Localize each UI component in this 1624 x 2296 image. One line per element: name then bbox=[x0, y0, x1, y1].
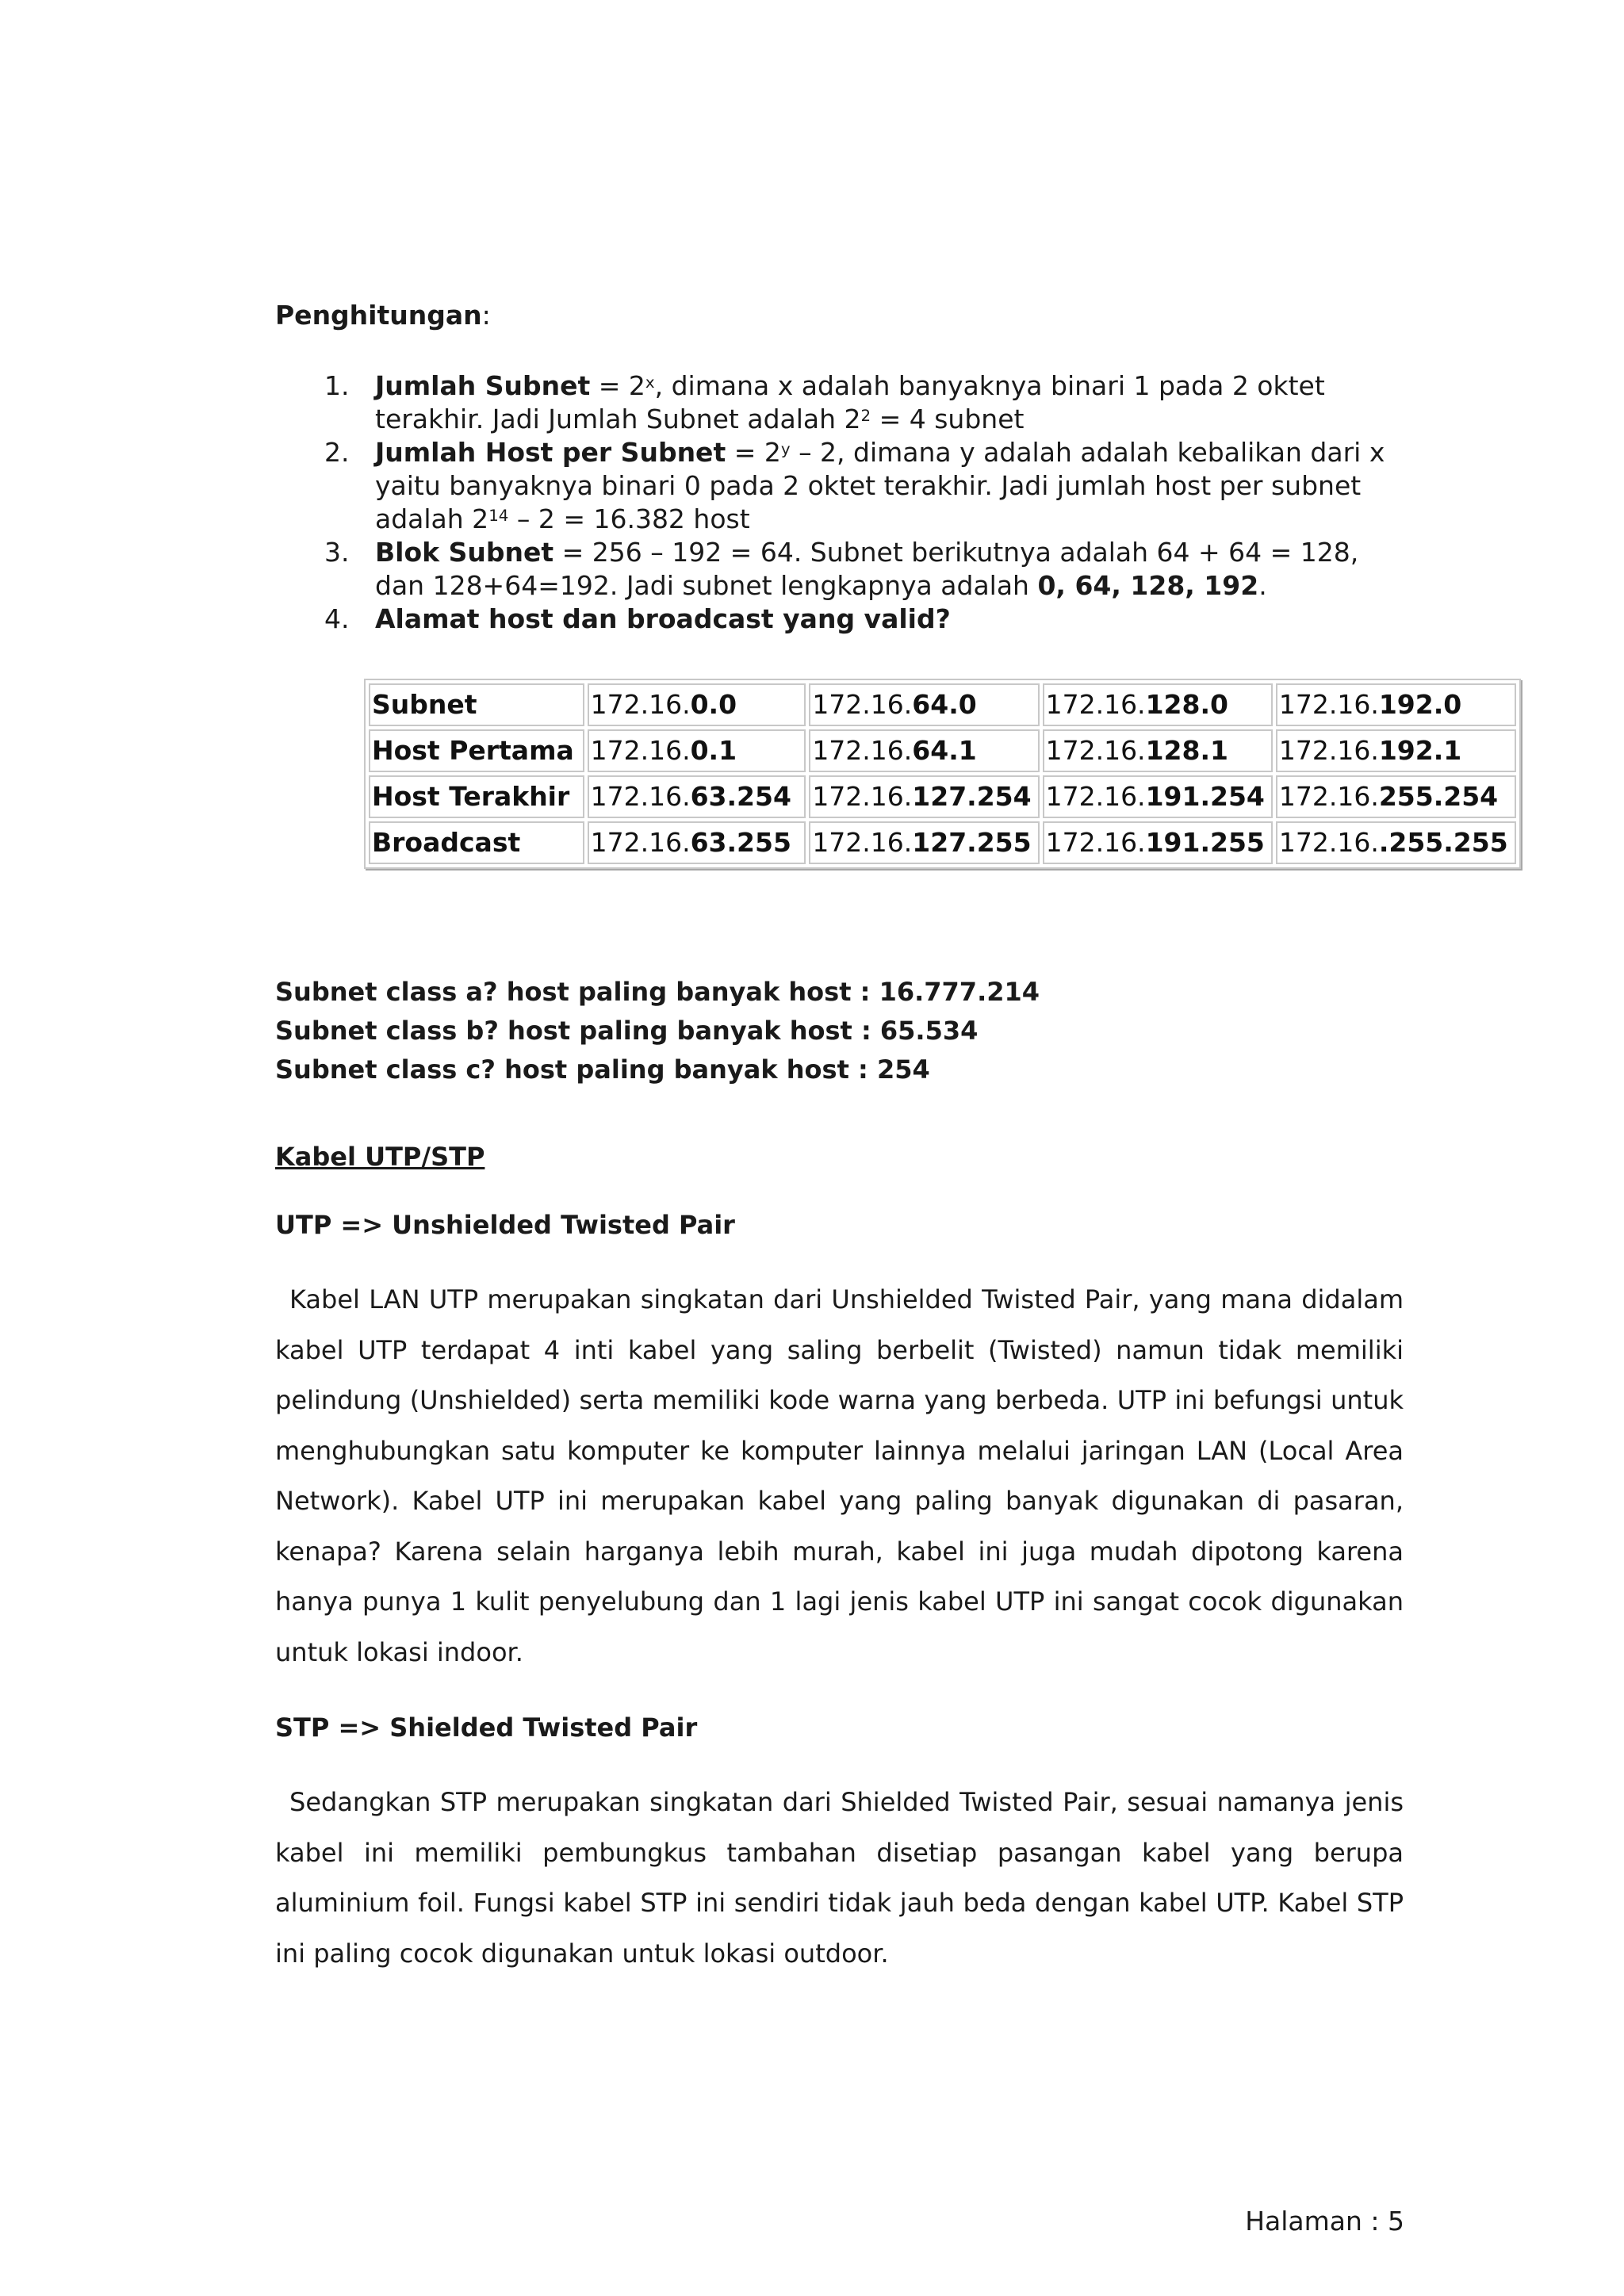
list-item bbox=[275, 436, 1385, 536]
cell-bold: 191.255 bbox=[1145, 827, 1265, 858]
row-header: Host Pertama bbox=[369, 729, 584, 772]
table-cell bbox=[588, 683, 806, 726]
cell-bold: 192.0 bbox=[1378, 689, 1462, 720]
cell-prefix: 172.16. bbox=[1278, 827, 1379, 858]
list-text: = 256 – 192 = 64. Subnet berikutnya adalah 64 + 64 = 128, dan 128+64=192. Jadi subnet lengkapnya adalah bbox=[375, 537, 1359, 601]
section-heading-penghitungan bbox=[275, 300, 491, 331]
table-cell bbox=[1276, 729, 1516, 772]
subnet-class-a-line: Subnet class a? host paling banyak host : 16.777.214 bbox=[275, 977, 1040, 1007]
utp-paragraph: Kabel LAN UTP merupakan singkatan dari Unshielded Twisted Pair, yang mana didalam kabel UTP terdapat 4 inti kabel yang saling berbelit (Twisted) namun tidak memiliki pelindung (Unshielded) serta memiliki kode warna yang berbeda. UTP ini befungsi untuk menghubungkan satu komputer ke komputer lainnya melalui jaringan LAN (Local Area Network). Kabel UTP ini merupakan kabel yang paling banyak digunakan di pasaran, kenapa? Karena selain harganya lebih murah, kabel ini juga mudah dipotong karena hanya punya 1 kulit penyelubung dan 1 lagi jenis kabel UTP ini sangat cocok digunakan untuk lokasi indoor. bbox=[275, 1284, 1404, 1667]
cell-prefix: 172.16. bbox=[1045, 781, 1146, 812]
cell-prefix: 172.16. bbox=[590, 735, 691, 766]
cell-prefix: 172.16. bbox=[1045, 735, 1146, 766]
cell-prefix: 172.16. bbox=[812, 735, 913, 766]
cell-bold: 127.254 bbox=[912, 781, 1032, 812]
cell-prefix: 172.16. bbox=[812, 827, 913, 858]
kabel-section-title: Kabel UTP/STP bbox=[275, 1142, 485, 1172]
superscript: y bbox=[780, 440, 791, 459]
cell-prefix: 172.16. bbox=[1278, 781, 1379, 812]
table-cell bbox=[1043, 683, 1273, 726]
list-text: – 2, dimana y adalah adalah kebalikan dari x yaitu banyaknya binari 0 pada 2 oktet terakhir. Jadi jumlah host per subnet adalah 2 bbox=[375, 437, 1385, 534]
cell-prefix: 172.16. bbox=[1278, 735, 1379, 766]
cell-bold: 127.255 bbox=[912, 827, 1032, 858]
table-cell bbox=[809, 775, 1039, 818]
list-text: – 2 = 16.382 host bbox=[508, 503, 750, 534]
stp-heading: STP => Shielded Twisted Pair bbox=[275, 1712, 698, 1743]
superscript: x bbox=[645, 373, 655, 392]
list-term: 0, 64, 128, 192 bbox=[1037, 570, 1259, 601]
subnet-table bbox=[364, 679, 1521, 869]
table-cell bbox=[588, 775, 806, 818]
cell-bold: 128.0 bbox=[1145, 689, 1228, 720]
list-term: Jumlah Host per Subnet bbox=[375, 437, 726, 468]
list-item bbox=[275, 369, 1385, 436]
table-cell bbox=[588, 821, 806, 864]
cell-prefix: 172.16. bbox=[1278, 689, 1379, 720]
cell-prefix: 172.16. bbox=[590, 781, 691, 812]
cell-prefix: 172.16. bbox=[590, 689, 691, 720]
cell-bold: 0.1 bbox=[690, 735, 737, 766]
calculation-list bbox=[275, 369, 1385, 636]
table-cell bbox=[1276, 821, 1516, 864]
row-header: Host Terakhir bbox=[369, 775, 584, 818]
table-row bbox=[369, 775, 1516, 818]
heading-colon: : bbox=[481, 300, 491, 331]
list-item bbox=[275, 536, 1385, 603]
cell-bold: 63.254 bbox=[690, 781, 791, 812]
utp-heading: UTP => Unshielded Twisted Pair bbox=[275, 1210, 735, 1240]
cell-bold: 192.1 bbox=[1378, 735, 1462, 766]
table-cell bbox=[1276, 775, 1516, 818]
subnet-class-b-line: Subnet class b? host paling banyak host : 65.534 bbox=[275, 1016, 979, 1046]
cell-bold: 191.254 bbox=[1145, 781, 1265, 812]
table-cell bbox=[809, 821, 1039, 864]
table-row bbox=[369, 683, 1516, 726]
table-cell bbox=[1043, 821, 1273, 864]
cell-prefix: 172.16. bbox=[1045, 827, 1146, 858]
row-header: Broadcast bbox=[369, 821, 584, 864]
stp-paragraph: Sedangkan STP merupakan singkatan dari Shielded Twisted Pair, sesuai namanya jenis kabel ini memiliki pembungkus tambahan disetiap pasangan kabel yang berupa aluminium foil. Fungsi kabel STP ini sendiri tidak jauh beda dengan kabel UTP. Kabel STP ini paling cocok digunakan untuk lokasi outdoor. bbox=[275, 1787, 1404, 1969]
list-text: = 4 subnet bbox=[871, 404, 1025, 434]
list-number: 4. bbox=[324, 603, 350, 634]
superscript: 14 bbox=[488, 507, 509, 526]
cell-prefix: 172.16. bbox=[1045, 689, 1146, 720]
cell-bold: 255.254 bbox=[1378, 781, 1499, 812]
list-number: 1. bbox=[324, 370, 350, 401]
list-number: 3. bbox=[324, 537, 350, 568]
list-term: Jumlah Subnet bbox=[375, 370, 591, 401]
list-text: , dimana x adalah banyaknya binari 1 pada 2 oktet terakhir. Jadi Jumlah Subnet adalah 2 bbox=[375, 370, 1325, 434]
list-number: 2. bbox=[324, 437, 350, 468]
table-cell bbox=[809, 729, 1039, 772]
table-cell bbox=[1276, 683, 1516, 726]
table-row bbox=[369, 821, 1516, 864]
list-term: Alamat host dan broadcast yang valid? bbox=[375, 603, 951, 634]
cell-prefix: 172.16. bbox=[812, 781, 913, 812]
list-text: . bbox=[1258, 570, 1267, 601]
page-number-footer: Halaman : 5 bbox=[1245, 2206, 1404, 2237]
table-cell bbox=[809, 683, 1039, 726]
cell-prefix: 172.16. bbox=[812, 689, 913, 720]
cell-bold: 128.1 bbox=[1145, 735, 1228, 766]
cell-bold: 64.1 bbox=[912, 735, 977, 766]
cell-prefix: 172.16. bbox=[590, 827, 691, 858]
heading-label: Penghitungan bbox=[275, 300, 482, 331]
list-term: Blok Subnet bbox=[375, 537, 554, 568]
row-header: Subnet bbox=[369, 683, 584, 726]
table-row bbox=[369, 729, 1516, 772]
table-cell bbox=[1043, 729, 1273, 772]
superscript: 2 bbox=[860, 407, 871, 426]
table-cell bbox=[1043, 775, 1273, 818]
list-item bbox=[275, 603, 1385, 636]
cell-bold: .255.255 bbox=[1378, 827, 1508, 858]
table-cell bbox=[588, 729, 806, 772]
list-text: = 2 bbox=[590, 370, 645, 401]
cell-bold: 64.0 bbox=[912, 689, 977, 720]
cell-bold: 0.0 bbox=[690, 689, 737, 720]
cell-bold: 63.255 bbox=[690, 827, 791, 858]
subnet-class-c-line: Subnet class c? host paling banyak host : 254 bbox=[275, 1054, 930, 1085]
list-text: = 2 bbox=[726, 437, 781, 468]
